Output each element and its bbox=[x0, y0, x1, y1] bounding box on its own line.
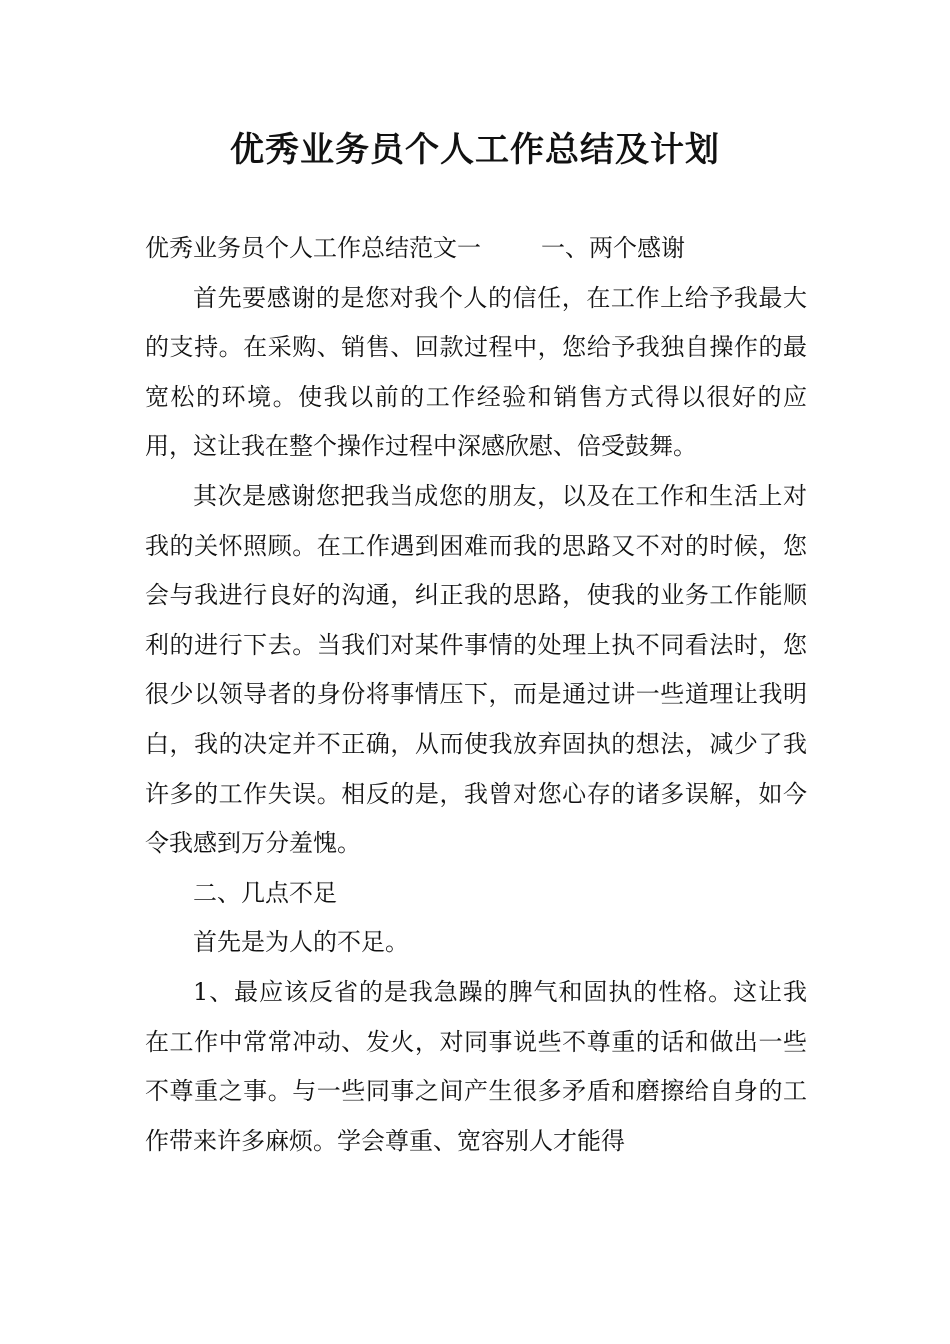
section-heading-thanks: 一、两个感谢 bbox=[541, 234, 685, 262]
intro-line bbox=[145, 224, 807, 274]
document-subtitle: 优秀业务员个人工作总结范文一 bbox=[145, 234, 481, 262]
document-body bbox=[145, 224, 807, 1166]
paragraph-thanks-friendship: 其次是感谢您把我当成您的朋友，以及在工作和生活上对我的关怀照顾。在工作遇到困难而我的思路又不对的时候，您会与我进行良好的沟通，纠正我的思路，使我的业务工作能顺利的进行下去。当我们对某件事情的处理上执不同看法时，您很少以领导者的身份将事情压下，而是通过讲一些道理让我明白，我的决定并不正确，从而使我放弃固执的想法，减少了我许多的工作失误。相反的是，我曾对您心存的诸多误解，如今令我感到万分羞愧。 bbox=[145, 481, 807, 858]
paragraph-thanks-trust: 首先要感谢的是您对我个人的信任，在工作上给予我最大的支持。在采购、销售、回款过程中，您给予我独自操作的最宽松的环境。使我以前的工作经验和销售方式得以很好的应用，这让我在整个操作过程中深感欣慰、倍受鼓舞。 bbox=[145, 283, 807, 461]
section-heading-shortcomings: 二、几点不足 bbox=[193, 878, 337, 907]
paragraph-temper: 1、最应该反省的是我急躁的脾气和固执的性格。这让我在工作中常常冲动、发火，对同事说些不尊重的话和做出一些不尊重之事。与一些同事之间产生很多矛盾和磨擦给自身的工作带来许多麻烦。学会尊重、宽容别人才能得 bbox=[145, 977, 807, 1155]
document-title: 优秀业务员个人工作总结及计划 bbox=[230, 130, 720, 170]
paragraph-personal-shortcoming: 首先是为人的不足。 bbox=[193, 928, 409, 957]
